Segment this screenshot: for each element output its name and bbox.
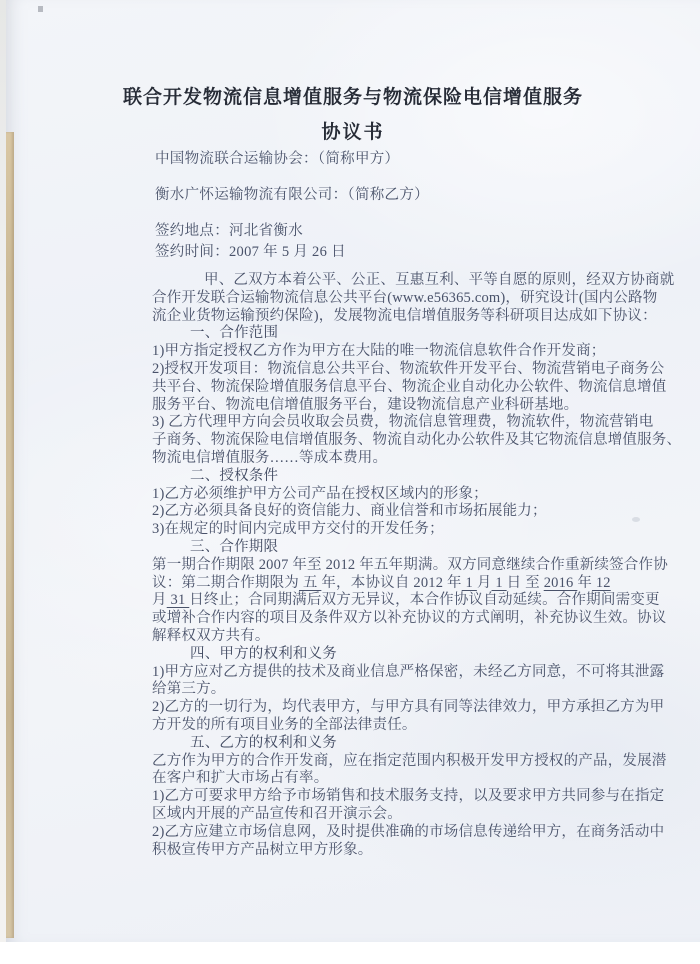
document-line: 或增补合作内容的项目及条件双方以补充协议的方式阐明，补充协议生效。协议 <box>152 610 667 627</box>
document-line: 2)乙方应建立市场信息网，及时提供准确的市场信息传递给甲方，在商务活动中 <box>152 823 665 840</box>
document-line: 一、合作范围 <box>190 325 279 342</box>
document-line: 在客户和扩大市场占有率。 <box>152 770 329 787</box>
document-line: 子商务、物流保险电信增值服务、物流自动化办公软件及其它物流信息增值服务、 <box>152 432 682 449</box>
document-line: 3)在规定的时间内完成甲方交付的开发任务； <box>152 521 444 538</box>
document-line: 月 31 日终止；合同期满后双方无异议，本合作协议自动延续。合作期间需变更 <box>152 592 660 609</box>
filled-in-value: 12 <box>592 574 611 591</box>
signing-date-line: 签约时间：2007 年 5 月 26 日 <box>155 244 346 260</box>
document-line: 四、甲方的权利和义务 <box>190 645 337 662</box>
filled-in-value: 五 <box>299 574 322 591</box>
document-line: 流企业货物运输预约保险)，发展物流电信增值服务等科研项目达成如下协议： <box>152 307 657 324</box>
document-line: 乙方作为甲方的合作开发商，应在指定范围内积极开发甲方授权的产品，发展潜 <box>152 752 667 769</box>
party-b-line: 衡水广怀运输物流有限公司：（简称乙方） <box>155 187 429 203</box>
document-line: 1)乙方可要求甲方给予市场销售和技术服务支持，以及要求甲方共同参与在指定 <box>152 788 665 805</box>
document-body <box>152 272 682 859</box>
document-line: 解释权双方共有。 <box>152 627 270 644</box>
signing-place-line: 签约地点：河北省衡水 <box>155 223 303 239</box>
document-line: 2)授权开发项目：物流信息公共平台、物流软件开发平台、物流营销电子商务公 <box>152 360 665 377</box>
filled-in-value: 1 <box>461 574 477 591</box>
document-line: 三、合作期限 <box>190 538 279 555</box>
document-line: 1)乙方必须维护甲方公司产品在授权区域内的形象； <box>152 485 488 502</box>
scan-speck <box>38 6 43 12</box>
filled-in-value: 1 <box>491 574 507 591</box>
document-line: 五、乙方的权利和义务 <box>190 734 337 751</box>
document-line: 3) 乙方代理甲方向会员收取会员费，物流信息管理费，物流软件，物流营销电 <box>152 414 654 431</box>
document-line: 甲、乙双方本着公平、公正、互惠互利、平等自愿的原则，经双方协商就 <box>204 272 675 288</box>
filled-in-value: 2016 <box>543 574 578 591</box>
document-line: 服务平台、物流电信增值服务平台，建设物流信息产业科研基地。 <box>152 396 579 413</box>
document-line: 议：第二期合作期限为 五 年，本协议自 2012 年 1 月 1 日 至 2016 年 12 <box>152 574 611 591</box>
document-title-line2: 协议书 <box>321 122 385 143</box>
document-line: 2)乙方必须具备良好的资信能力、商业信誉和市场拓展能力； <box>152 503 547 520</box>
document-line: 物流电信增值服务……等成本费用。 <box>152 449 388 466</box>
document-line: 1)甲方应对乙方提供的技术及商业信息严格保密，未经乙方同意，不可将其泄露 <box>152 663 665 680</box>
document-line: 1)甲方指定授权乙方作为甲方在大陆的唯一物流信息软件合作开发商； <box>152 343 606 360</box>
document-line: 积极宣传甲方产品树立甲方形象。 <box>152 841 373 858</box>
document-line: 方开发的所有项目业务的全部法律责任。 <box>152 716 417 733</box>
document-line: 二、授权条件 <box>190 467 279 484</box>
paper <box>6 0 700 942</box>
document-line: 合作开发联合运输物流信息公共平台(www.e56365.com)，研究设计(国内公路物 <box>152 289 658 306</box>
document-line: 第一期合作期限 2007 年至 2012 年五年期满。双方同意继续合作重新续签合作协 <box>152 556 668 573</box>
document-line: 共平台、物流保险增值服务信息平台、物流企业自动化办公软件、物流信息增值 <box>152 378 667 395</box>
page-side-edge <box>6 132 14 938</box>
document-line: 区域内开展的产品宣传和召开演示会。 <box>152 805 402 822</box>
document-line: 2)乙方的一切行为，均代表甲方，与甲方具有同等法律效力，甲方承担乙方为甲 <box>152 699 665 716</box>
document-title-line1: 联合开发物流信息增值服务与物流保险电信增值服务 <box>122 87 583 108</box>
document-line: 给第三方。 <box>152 681 226 698</box>
filled-in-value: 31 <box>166 592 190 609</box>
party-a-line: 中国物流联合运输协会：（简称甲方） <box>155 151 400 167</box>
scan-smudge <box>632 517 640 522</box>
